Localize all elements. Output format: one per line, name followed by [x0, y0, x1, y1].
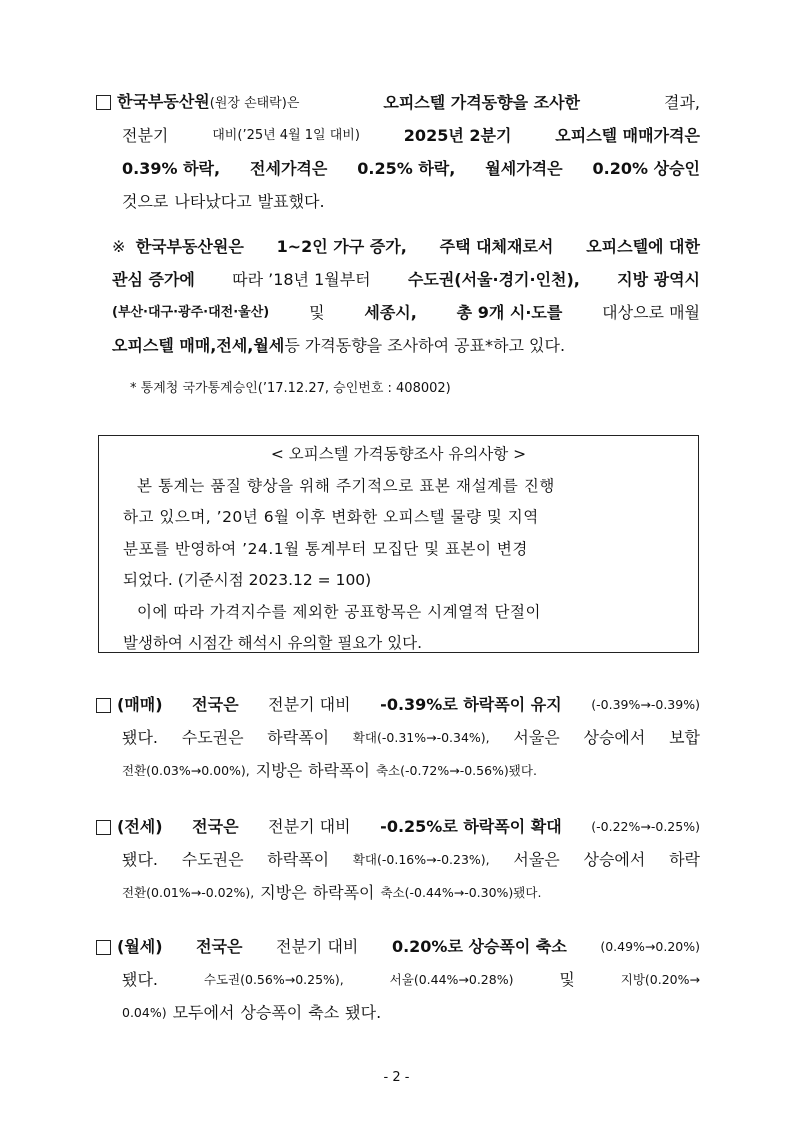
jeonse-line-3: 전환(0.01%→-0.02%), 지방은 하락폭이 축소(-0.44%→-0.30%)됐다.: [122, 883, 542, 902]
checkbox-icon: [96, 940, 111, 955]
summary-line-2: 전분기 대비(’25년 4월 1일 대비) 2025년 2분기 오피스텔 매매가격은: [122, 126, 700, 145]
note-paragraph: [112, 230, 700, 362]
summary-line-1: 한국부동산원(원장 손태락)은 오피스텔 가격동향을 조사한 결과,: [96, 86, 700, 119]
notice-box: [98, 435, 699, 653]
agency-name: 한국부동산원: [117, 92, 210, 111]
note-line-4: 오피스텔 매매, 전세, 월세 등 가격동향을 조사하여 공표*하고 있다.: [112, 336, 566, 355]
monthly-line-2: 됐다. 수도권(0.56%→0.25%), 서울(0.44%→0.28%) 및 지방(0.20%→: [122, 970, 700, 989]
monthly-rent-paragraph: [96, 930, 700, 1029]
summary-line-3: 0.39% 하락, 전세가격은 0.25% 하락, 월세가격은 0.20% 상승인: [122, 159, 700, 178]
note-line-3: (부산·대구·광주·대전·울산) 및 세종시, 총 9개 시·도를 대상으로 매월: [112, 303, 700, 322]
monthly-line-3: 0.04%) 모두에서 상승폭이 축소 됐다.: [122, 1003, 382, 1022]
notice-line-4: 되었다. (기준시점 2023.12 = 100): [123, 571, 372, 589]
monthly-line-1: (월세) 전국은 전분기 대비 0.20%로 상승폭이 축소 (0.49%→0.20%): [96, 930, 700, 963]
notice-line-5: 이에 따라 가격지수를 제외한 공표항목은 시계열적 단절이: [137, 602, 541, 621]
jeonse-line-2: 됐다. 수도권은 하락폭이 확대(-0.16%→-0.23%), 서울은 상승에서 하락: [122, 850, 700, 869]
sale-line-3: 전환(0.03%→0.00%), 지방은 하락폭이 축소(-0.72%→-0.56%)됐다.: [122, 761, 537, 780]
note-line-1: ※ 한국부동산원은 1∼2인 가구 증가, 주택 대체재로서 오피스텔에 대한: [112, 237, 700, 256]
summary-line-4: 것으로 나타났다고 발표했다.: [122, 192, 325, 211]
checkbox-icon: [96, 95, 111, 110]
notice-line-2: 하고 있으며, ’20년 6월 이후 변화한 오피스텔 물량 및 지역: [123, 508, 539, 526]
summary-paragraph: [96, 86, 700, 218]
sale-paragraph: [96, 688, 700, 787]
checkbox-icon: [96, 820, 111, 835]
footnote: * 통계청 국가통계승인(’17.12.27, 승인번호 : 408002): [130, 381, 451, 396]
jeonse-line-1: (전세) 전국은 전분기 대비 -0.25%로 하락폭이 확대 (-0.22%→-0.25%): [96, 810, 700, 843]
page-number: - 2 -: [383, 1070, 410, 1085]
notice-line-3: 분포를 반영하여 ’24.1월 통계부터 모집단 및 표본이 변경: [123, 539, 528, 558]
notice-title: < 오피스텔 가격동향조사 유의사항 >: [270, 445, 527, 463]
checkbox-icon: [96, 698, 111, 713]
sale-line-1: (매매) 전국은 전분기 대비 -0.39%로 하락폭이 유지 (-0.39%→-0.39%): [96, 688, 700, 721]
jeonse-paragraph: [96, 810, 700, 909]
notice-line-6: 발생하여 시점간 해석시 유의할 필요가 있다.: [123, 634, 423, 652]
sale-line-2: 됐다. 수도권은 하락폭이 확대(-0.31%→-0.34%), 서울은 상승에서 보합: [122, 728, 700, 747]
reference-mark-icon: ※: [112, 237, 126, 256]
note-line-2: 관심 증가에 따라 ’18년 1월부터 수도권(서울·경기·인천), 지방 광역시: [112, 270, 700, 289]
notice-line-1: 본 통계는 품질 향상을 위해 주기적으로 표본 재설계를 진행: [137, 476, 555, 495]
